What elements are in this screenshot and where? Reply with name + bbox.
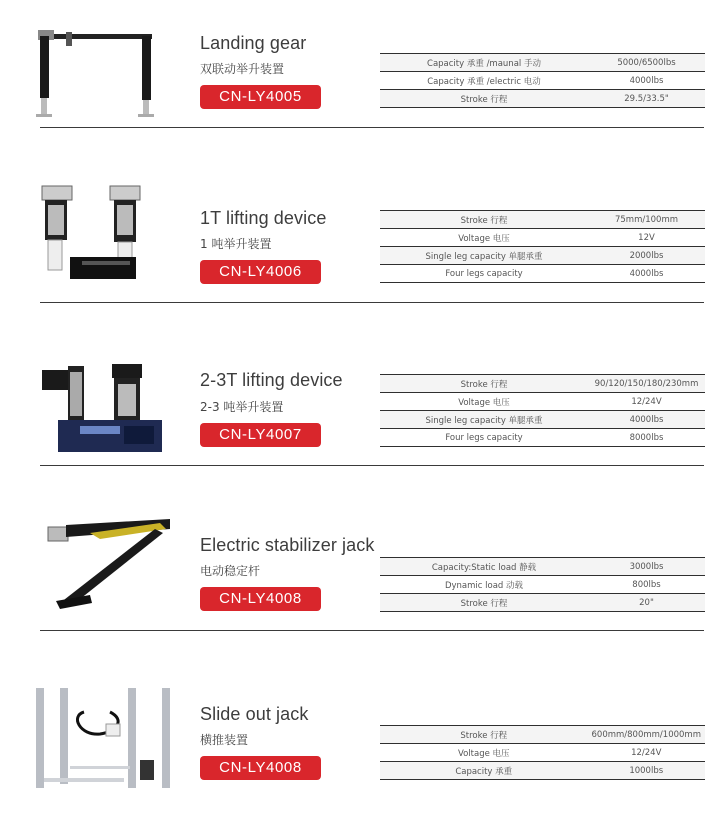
table-row	[380, 375, 705, 393]
spec-label: Single leg capacity 单腿承重	[380, 247, 588, 265]
product-name: Landing gear	[200, 33, 307, 53]
product-name-cn: 2-3 吨举升装置	[200, 400, 284, 414]
table-row	[380, 54, 705, 72]
spec-label: Voltage 电压	[380, 229, 588, 247]
product-name: Slide out jack	[200, 704, 309, 724]
table-row	[380, 429, 705, 447]
spec-label: Capacity 承重	[380, 762, 588, 780]
section-divider	[40, 127, 704, 128]
landing-gear-image	[30, 28, 180, 123]
spec-label: Four legs capacity	[380, 265, 588, 283]
table-row	[380, 211, 705, 229]
product-name-cn: 横推装置	[200, 733, 249, 747]
spec-value: 20"	[588, 594, 705, 612]
table-row	[380, 229, 705, 247]
spec-value: 5000/6500lbs	[588, 54, 705, 72]
model-badge: CN-LY4005	[200, 85, 321, 109]
spec-value: 29.5/33.5"	[588, 90, 705, 108]
product-name: 2-3T lifting device	[200, 370, 343, 390]
spec-value: 800lbs	[588, 576, 705, 594]
spec-table	[380, 374, 705, 447]
2-3t-lifting-device-image	[30, 362, 180, 458]
product-name-cn: 1 吨举升装置	[200, 237, 272, 251]
model-badge: CN-LY4008	[200, 756, 321, 780]
spec-value: 3000lbs	[588, 558, 705, 576]
spec-value: 2000lbs	[588, 247, 705, 265]
spec-table	[380, 210, 705, 283]
product-name-cn: 电动稳定杆	[200, 564, 261, 578]
model-badge: CN-LY4007	[200, 423, 321, 447]
spec-label: Stroke 行程	[380, 594, 588, 612]
spec-label: Voltage 电压	[380, 744, 588, 762]
model-badge: CN-LY4006	[200, 260, 321, 284]
spec-label: Capacity 承重 /maunal 手动	[380, 54, 588, 72]
table-row	[380, 762, 705, 780]
spec-label: Single leg capacity 单腿承重	[380, 411, 588, 429]
table-row	[380, 411, 705, 429]
spec-table	[380, 53, 705, 108]
spec-value: 600mm/800mm/1000mm	[588, 726, 706, 744]
spec-label: Voltage 电压	[380, 393, 588, 411]
1t-lifting-device-image	[30, 183, 180, 283]
table-row	[380, 594, 705, 612]
section-divider	[40, 302, 704, 303]
spec-value: 12V	[588, 229, 705, 247]
table-row	[380, 558, 705, 576]
spec-table	[380, 725, 705, 780]
spec-value: 4000lbs	[588, 72, 705, 90]
section-divider	[40, 465, 704, 466]
table-row	[380, 72, 705, 90]
spec-label: Capacity 承重 /electric 电动	[380, 72, 588, 90]
spec-value: 12/24V	[588, 744, 706, 762]
table-row	[380, 726, 705, 744]
spec-value: 4000lbs	[588, 411, 705, 429]
table-row	[380, 576, 705, 594]
spec-label: Capacity:Static load 静载	[380, 558, 588, 576]
table-row	[380, 90, 705, 108]
spec-label: Stroke 行程	[380, 211, 588, 229]
spec-value: 4000lbs	[588, 265, 705, 283]
table-row	[380, 265, 705, 283]
table-row	[380, 247, 705, 265]
spec-value: 90/120/150/180/230mm	[588, 375, 705, 393]
slide-out-jack-image	[30, 686, 180, 792]
table-row	[380, 393, 705, 411]
spec-value: 75mm/100mm	[588, 211, 705, 229]
spec-label: Dynamic load 动载	[380, 576, 588, 594]
electric-stabilizer-jack-image	[30, 515, 180, 615]
spec-label: Four legs capacity	[380, 429, 588, 447]
product-name-cn: 双联动举升装置	[200, 62, 285, 76]
model-badge: CN-LY4008	[200, 587, 321, 611]
spec-value: 8000lbs	[588, 429, 705, 447]
product-name: Electric stabilizer jack	[200, 535, 375, 555]
spec-value: 1000lbs	[588, 762, 706, 780]
spec-label: Stroke 行程	[380, 726, 588, 744]
spec-label: Stroke 行程	[380, 375, 588, 393]
spec-label: Stroke 行程	[380, 90, 588, 108]
spec-value: 12/24V	[588, 393, 705, 411]
product-name: 1T lifting device	[200, 208, 327, 228]
section-divider	[40, 630, 704, 631]
spec-table	[380, 557, 705, 612]
table-row	[380, 744, 705, 762]
